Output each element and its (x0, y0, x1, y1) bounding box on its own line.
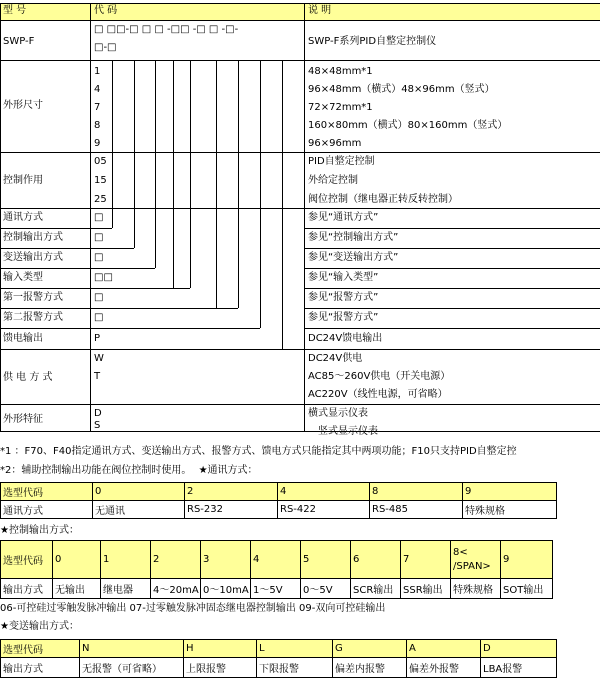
xmit-td-5: 偏差外报警 (407, 658, 481, 678)
comm-td-4: RS-485 (370, 501, 463, 519)
power-label: 供 电 方 式 (3, 372, 53, 383)
ctrl-th-10: 9 (501, 541, 553, 579)
appearance-code-1: D (94, 408, 102, 419)
size-code-5: 9 (94, 138, 101, 149)
xmit-th-2: H (184, 640, 257, 658)
header-desc: 说 明 (308, 5, 332, 16)
ctrl-th-4: 3 (201, 541, 251, 579)
comm-table (0, 482, 557, 519)
input-label: 输入类型 (3, 272, 43, 283)
alarm1-label: 第一报警方式 (3, 292, 63, 303)
alarm1-desc: 参见“报警方式” (308, 292, 379, 303)
comm-label: 通讯方式 (3, 212, 43, 223)
xmit-td-2: 上限报警 (184, 658, 257, 678)
input-code: □□ (94, 272, 113, 283)
ctrl-th-9: 8< /SPAN> (451, 541, 501, 579)
appearance-label: 外形特征 (3, 414, 43, 425)
ctrl-th-1: 0 (53, 541, 101, 579)
ctrl-out-table (0, 540, 553, 599)
control-desc-2: 外给定控制 (308, 175, 358, 186)
size-code-2: 4 (94, 84, 101, 95)
power-desc-1: DC24V供电 (308, 353, 363, 364)
comm-th-1: 0 (93, 483, 185, 501)
ctrl-th-7: 6 (351, 541, 401, 579)
size-code-3: 7 (94, 102, 101, 113)
ctrl-td-7: SCR输出 (351, 579, 401, 599)
appearance-desc-1: 横式显示仪表 (308, 408, 368, 419)
comm-th-2: 2 (185, 483, 278, 501)
header-type: 型 号 (3, 5, 27, 16)
xmit-th-4: G (333, 640, 407, 658)
ctrl-td-9: 特殊规格 (451, 579, 501, 599)
ctrl-th-0: 选型代码 (1, 541, 53, 579)
ctrl-out-desc: 参见“控制输出方式” (308, 232, 399, 243)
control-desc-3: 阀位控制（继电器正转反转控制） (308, 194, 458, 205)
comm-th-0: 选型代码 (1, 483, 93, 501)
note-2 (0, 465, 258, 477)
xmit-code: □ (94, 252, 104, 263)
ctrl-td-3: 4～20mA (151, 579, 201, 599)
xmit-th-5: A (407, 640, 481, 658)
comm-th-4: 8 (370, 483, 463, 501)
xmit-desc: 参见“变送输出方式” (308, 252, 399, 263)
ctrl-td-4: 0～10mA (201, 579, 251, 599)
control-desc-1: PID自整定控制 (308, 156, 375, 167)
size-desc-4: 160×80mm（横式）80×160mm（竖式） (308, 120, 508, 131)
comm-th-3: 4 (278, 483, 370, 501)
ctrl-td-0: 输出方式 (1, 579, 53, 599)
size-code-1: 1 (94, 66, 101, 77)
ctrl-th-3: 2 (151, 541, 201, 579)
comm-code: □ (94, 212, 104, 223)
alarm2-label: 第二报警方式 (3, 312, 63, 323)
xmit-th-3: L (257, 640, 333, 658)
xmit-table (0, 639, 557, 678)
xmit-td-3: 下限报警 (257, 658, 333, 678)
power-desc-2: AC85～260V供电（开关电源） (308, 371, 451, 382)
model-code-line1: □ □□-□ □ □ -□□ -□ □ -□- (94, 24, 239, 35)
ctrl-out-label: 控制输出方式 (3, 232, 63, 243)
xmit-td-4: 偏差内报警 (333, 658, 407, 678)
ctrl-td-5: 1～5V (251, 579, 301, 599)
feed-code: P (94, 333, 101, 344)
ctrl-th-8: 7 (401, 541, 451, 579)
feed-desc: DC24V馈电输出 (308, 333, 383, 344)
ctrl-td-8: SSR输出 (401, 579, 451, 599)
alarm2-desc: 参见“报警方式” (308, 312, 379, 323)
xmit-td-6: LBA报警 (481, 658, 557, 678)
xmit-label: 变送输出方式 (3, 252, 63, 263)
size-desc-3: 72×72mm*1 (308, 102, 373, 113)
power-code-1: W (94, 353, 104, 364)
control-code-1: 05 (94, 156, 107, 167)
control-code-2: 15 (94, 175, 107, 186)
xmit-th-1: N (80, 640, 184, 658)
power-code-2: T (94, 371, 101, 382)
input-desc: 参见“输入类型” (308, 272, 379, 283)
ctrl-th-6: 5 (301, 541, 351, 579)
note-1: *1 ：F70、F40指定通讯方式、变送输出方式、报警方式、馈电方式只能指定其中两项功能；F10只支持PID自整定控 (0, 446, 517, 457)
ctrl-td-1: 无输出 (53, 579, 101, 599)
header-code: 代 码 (94, 5, 118, 16)
appearance-desc-2: 竖式显示仪表 (318, 426, 378, 437)
xmit-th-6: D (481, 640, 557, 658)
ctrl-td-10: SOT输出 (501, 579, 553, 599)
comm-td-0: 通讯方式 (1, 501, 93, 519)
model-code-line2: □-□ (94, 42, 117, 53)
ctrl-td-2: 继电器 (101, 579, 151, 599)
size-desc-5: 96×96mm (308, 138, 362, 149)
xmit-td-0: 输出方式 (1, 658, 80, 678)
xmit-td-1: 无报警（可省略） (80, 658, 184, 678)
comm-td-3: RS-422 (278, 501, 370, 519)
model-type: SWP-F (3, 36, 35, 47)
comm-td-2: RS-232 (185, 501, 278, 519)
alarm1-code: □ (94, 292, 104, 303)
control-code-3: 25 (94, 194, 107, 205)
feed-label: 馈电输出 (3, 333, 43, 344)
comm-th-5: 9 (463, 483, 557, 501)
size-desc-2: 96×48mm（横式）48×96mm（竖式） (308, 84, 495, 95)
xmit-th-0: 选型代码 (1, 640, 80, 658)
size-code-4: 8 (94, 120, 101, 131)
xmit-section-title: ★变送输出方式： (0, 621, 79, 632)
comm-desc: 参见“通讯方式” (308, 212, 379, 223)
comm-td-5: 特殊规格 (463, 501, 557, 519)
ctrl-th-2: 1 (101, 541, 151, 579)
control-label: 控制作用 (3, 175, 43, 186)
note-2-text: *2：辅助控制输出功能在阀位控制时使用。 (0, 465, 192, 476)
ctrl-out-note: 06-可控硅过零触发脉冲输出 07-过零触发脉冲固态继电器控制输出 09-双向可控硅输出 (0, 603, 386, 614)
appearance-code-2: S (94, 420, 101, 431)
ctrl-out-section-title: ★控制输出方式： (0, 525, 79, 536)
comm-section-title: ★通讯方式： (198, 465, 258, 476)
size-label: 外形尺寸 (3, 100, 43, 111)
model-desc: SWP-F系列PID自整定控制仪 (308, 36, 437, 47)
power-desc-3: AC220V（线性电源，可省略） (308, 389, 448, 400)
comm-td-1: 无通讯 (93, 501, 185, 519)
alarm2-code: □ (94, 312, 104, 323)
size-desc-1: 48×48mm*1 (308, 66, 373, 77)
ctrl-out-code: □ (94, 232, 104, 243)
ctrl-th-5: 4 (251, 541, 301, 579)
ctrl-td-6: 0～5V (301, 579, 351, 599)
